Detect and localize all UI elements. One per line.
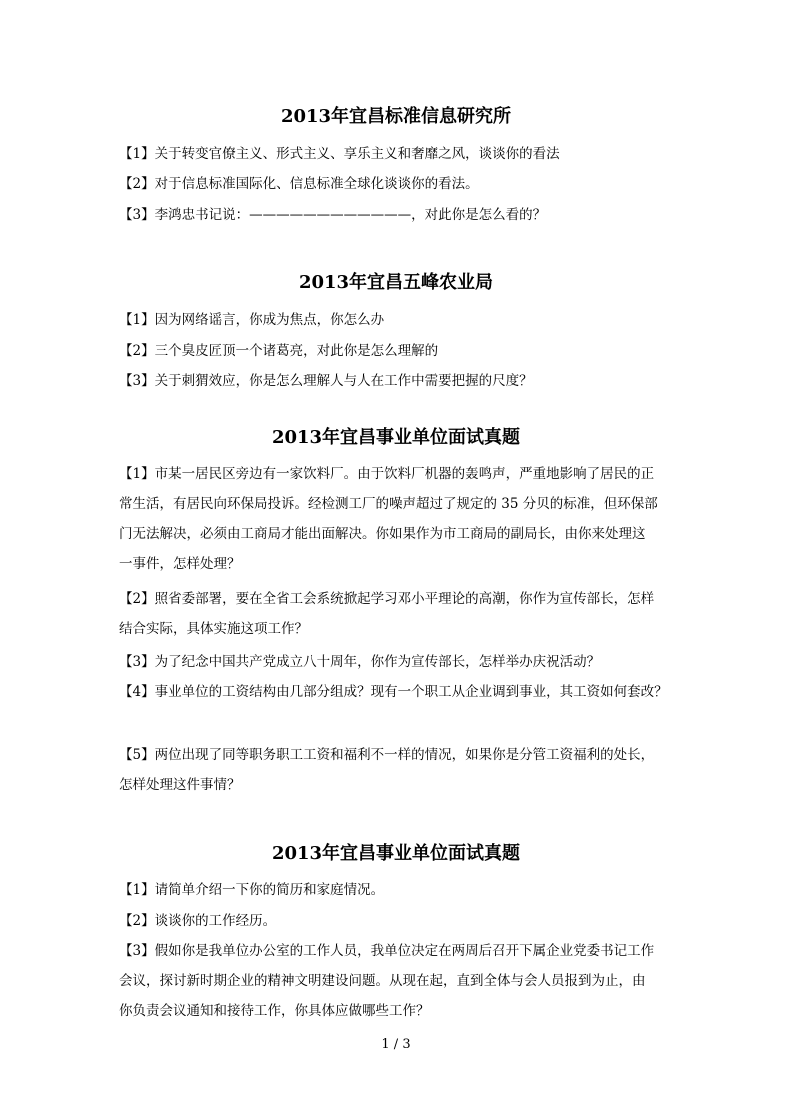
question-2-2 xyxy=(119,336,685,366)
question-number: 【1】 xyxy=(119,466,155,482)
question-line: 常生活，有居民向环保局投诉。经检测工厂的噪声超过了规定的 35 分贝的标准，但环保部 xyxy=(119,496,658,512)
question-text: 照省委部署，要在全省工会系统掀起学习邓小平理论的高潮，你作为宣传部长，怎样 xyxy=(154,591,655,607)
question-number: 【2】 xyxy=(119,176,155,192)
question-text: 两位出现了同等职务职工工资和福利不一样的情况，如果你是分管工资福利的处长， xyxy=(154,747,655,763)
question-number: 【2】 xyxy=(119,591,155,607)
question-3-5 xyxy=(119,740,685,800)
question-number: 【3】 xyxy=(119,207,155,223)
question-number: 【5】 xyxy=(119,747,155,763)
question-1-1 xyxy=(119,139,685,169)
question-number: 【4】 xyxy=(119,684,155,700)
question-line xyxy=(119,936,685,966)
question-text: 事业单位的工资结构由几部分组成？现有一个职工从企业调到事业，其工资如何套改？ xyxy=(154,684,668,700)
question-text: 三个臭皮匠顶一个诸葛亮，对此你是怎么理解的 xyxy=(154,343,439,359)
question-line: 怎样处理这件事情？ xyxy=(119,777,241,793)
question-4-3 xyxy=(119,936,685,1026)
question-3-4 xyxy=(119,677,685,707)
question-line xyxy=(119,740,685,770)
question-1-2 xyxy=(119,169,685,199)
question-3-3 xyxy=(119,647,685,677)
question-4-1 xyxy=(119,875,685,905)
question-number: 【3】 xyxy=(119,373,155,389)
question-number: 【1】 xyxy=(119,312,155,328)
question-text: 李鸿忠书记说：————————————，对此你是怎么看的？ xyxy=(154,207,547,223)
question-4-2 xyxy=(119,906,685,936)
question-text: 关于转变官僚主义、形式主义、享乐主义和奢靡之风，谈谈你的看法 xyxy=(154,146,560,162)
section-title-4: 2013年宜昌事业单位面试真题 xyxy=(271,843,521,864)
page-indicator: 1 / 3 xyxy=(381,1037,411,1052)
section-title-1: 2013年宜昌标准信息研究所 xyxy=(280,106,512,127)
question-3-1 xyxy=(119,459,685,579)
question-2-1 xyxy=(119,305,685,335)
question-text: 关于刺猬效应，你是怎么理解人与人在工作中需要把握的尺度？ xyxy=(154,373,533,389)
question-line xyxy=(119,459,685,489)
question-text: 请简单介绍一下你的简历和家庭情况。 xyxy=(154,882,385,898)
question-number: 【2】 xyxy=(119,343,155,359)
question-number: 【3】 xyxy=(119,943,155,959)
question-line: 结合实际，具体实施这项工作？ xyxy=(119,621,308,637)
question-1-3 xyxy=(119,200,685,230)
question-text: 假如你是我单位办公室的工作人员，我单位决定在两周后召开下属企业党委书记工作 xyxy=(154,943,655,959)
section-title-3: 2013年宜昌事业单位面试真题 xyxy=(271,427,521,448)
question-line: 会议，探讨新时期企业的精神文明建设问题。从现在起，直到全体与会人员报到为止，由 xyxy=(119,973,646,989)
question-number: 【2】 xyxy=(119,913,155,929)
question-text: 为了纪念中国共产党成立八十周年，你作为宣传部长，怎样举办庆祝活动？ xyxy=(154,654,601,670)
question-line xyxy=(119,584,685,614)
question-text: 市某一居民区旁边有一家饮料厂。由于饮料厂机器的轰鸣声，严重地影响了居民的正 xyxy=(154,466,655,482)
question-text: 对于信息标准国际化、信息标准全球化谈谈你的看法。 xyxy=(154,176,479,192)
question-text: 因为网络谣言，你成为焦点，你怎么办 xyxy=(154,312,385,328)
question-line: 你负责会议通知和接待工作，你具体应做哪些工作？ xyxy=(119,1003,430,1019)
question-3-2 xyxy=(119,584,685,644)
question-line: 一事件，怎样处理？ xyxy=(119,556,241,572)
question-number: 【1】 xyxy=(119,882,155,898)
question-number: 【3】 xyxy=(119,654,155,670)
question-number: 【1】 xyxy=(119,146,155,162)
question-text: 谈谈你的工作经历。 xyxy=(154,913,277,929)
question-line: 门无法解决，必须由工商局才能出面解决。你如果作为市工商局的副局长，由你来处理这 xyxy=(119,526,646,542)
question-2-3 xyxy=(119,366,685,396)
section-title-2: 2013年宜昌五峰农业局 xyxy=(298,272,494,293)
